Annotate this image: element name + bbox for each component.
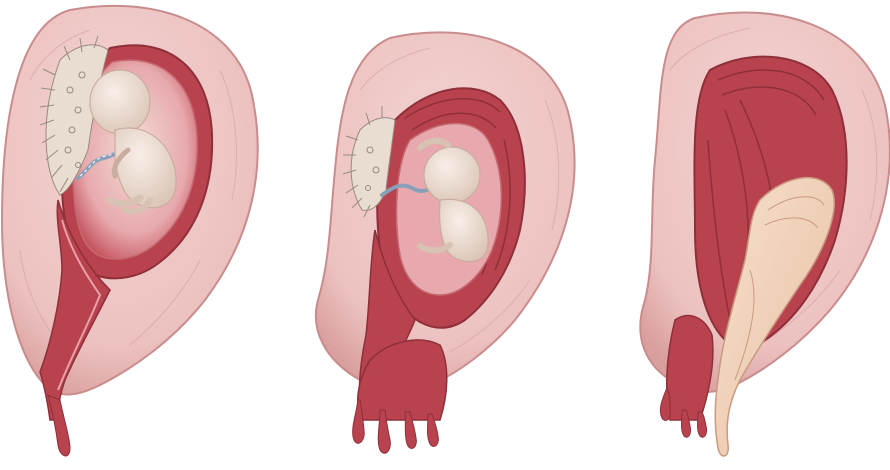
cervical-canal [667, 316, 713, 420]
panel-partial-separation [300, 0, 600, 470]
panel-expulsion [600, 0, 890, 470]
fetus-head [424, 147, 480, 203]
uterus-diagram-1 [0, 0, 300, 470]
fetus-head [90, 70, 150, 134]
uterus-diagram-2 [300, 0, 600, 470]
uterus-diagram-3 [600, 0, 890, 470]
blood-drip [48, 395, 70, 456]
panel-intact-pregnancy [0, 0, 300, 470]
